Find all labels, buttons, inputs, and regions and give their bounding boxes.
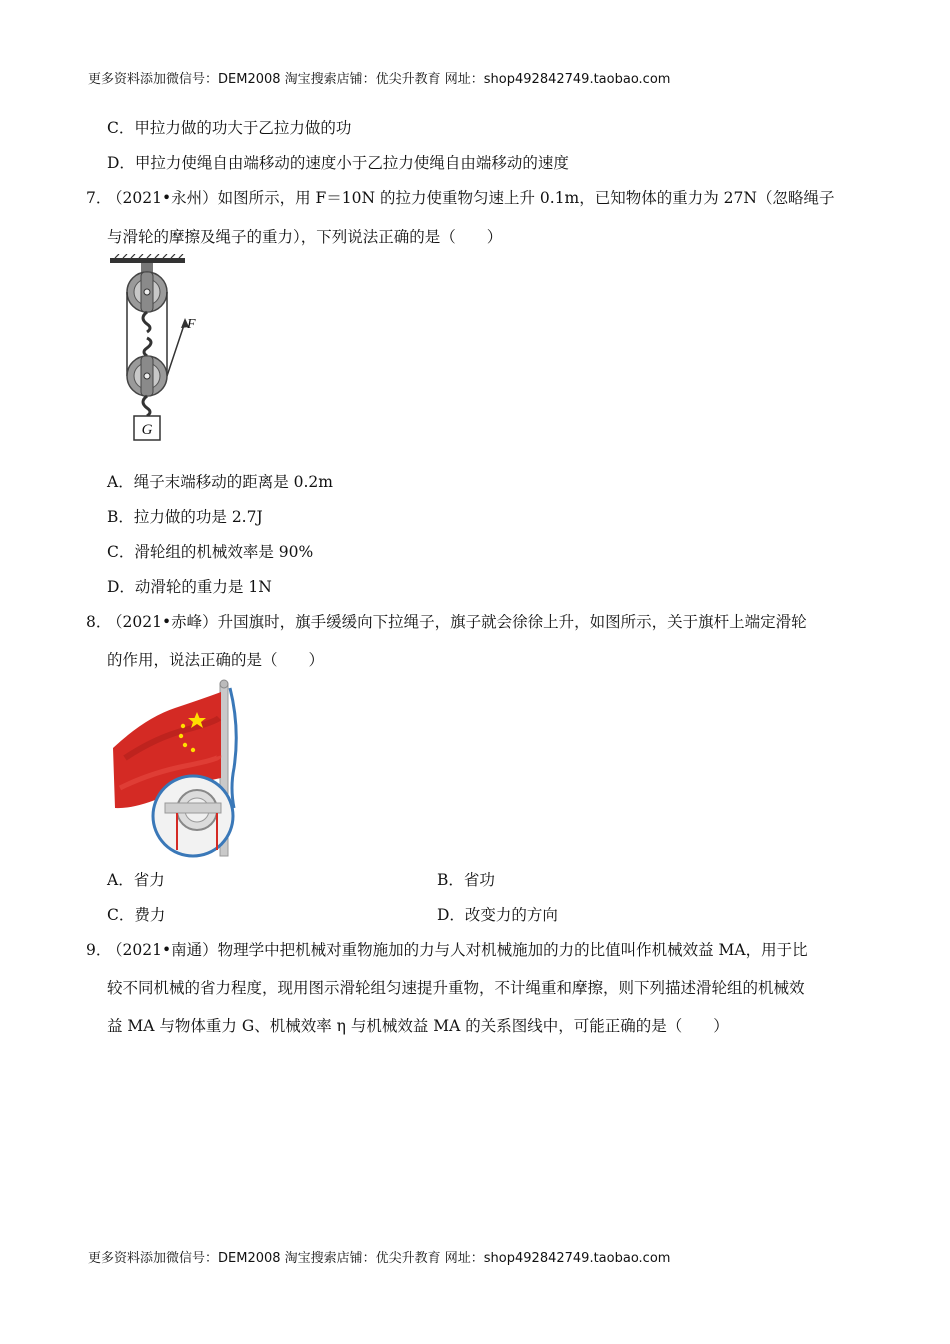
q8-option-c: C．费力 bbox=[107, 906, 166, 924]
q8-option-b: B．省功 bbox=[437, 871, 495, 889]
q7-option-d: D．动滑轮的重力是 1N bbox=[107, 578, 272, 596]
pulley-figure bbox=[105, 254, 215, 444]
q7-option-c: C．滑轮组的机械效率是 90% bbox=[107, 543, 314, 561]
q7-number: 7． bbox=[86, 189, 112, 207]
q8-option-a: A．省力 bbox=[107, 871, 165, 889]
page-footer: 更多资料添加微信号：DEM2008 淘宝搜索店铺：优尖升教育 网址：shop492842749.taobao.com bbox=[88, 1251, 671, 1266]
weight-label: G bbox=[141, 422, 153, 438]
q8-stem-line2: 的作用，说法正确的是（ ） bbox=[107, 651, 325, 669]
q6-option-d: D．甲拉力使绳自由端移动的速度小于乙拉力使绳自由端移动的速度 bbox=[107, 154, 569, 172]
q8-option-d: D．改变力的方向 bbox=[437, 906, 558, 924]
q9-stem-line3: 益 MA 与物体重力 G、机械效率 η 与机械效益 MA 的关系图线中，可能正确的是（ ） bbox=[107, 1017, 729, 1035]
flag-figure bbox=[105, 678, 245, 858]
q6-option-c: C．甲拉力做的功大于乙拉力做的功 bbox=[107, 119, 352, 137]
q7-option-b: B．拉力做的功是 2.7J bbox=[107, 508, 263, 526]
q9-stem-line2: 较不同机械的省力程度，现用图示滑轮组匀速提升重物，不计绳重和摩擦，则下列描述滑轮组的机械效 bbox=[107, 979, 805, 997]
q7-stem-line1: （2021•永州）如图所示，用 F＝10N 的拉力使重物匀速上升 0.1m，已知物体的重力为 27N（忽略绳子 bbox=[107, 189, 835, 207]
q7-option-a: A．绳子末端移动的距离是 0.2m bbox=[107, 473, 333, 491]
q7-stem-line2: 与滑轮的摩擦及绳子的重力），下列说法正确的是（ ） bbox=[107, 228, 503, 246]
page-header: 更多资料添加微信号：DEM2008 淘宝搜索店铺：优尖升教育 网址：shop492842749.taobao.com bbox=[88, 72, 671, 87]
force-label: F bbox=[187, 317, 196, 332]
q9-number: 9． bbox=[86, 941, 112, 959]
q9-stem-line1: （2021•南通）物理学中把机械对重物施加的力与人对机械施加的力的比值叫作机械效益 MA，用于比 bbox=[107, 941, 808, 959]
q8-number: 8． bbox=[86, 613, 112, 631]
q8-stem-line1: （2021•赤峰）升国旗时，旗手缓缓向下拉绳子，旗子就会徐徐上升，如图所示，关于旗杆上端定滑轮 bbox=[107, 613, 807, 631]
